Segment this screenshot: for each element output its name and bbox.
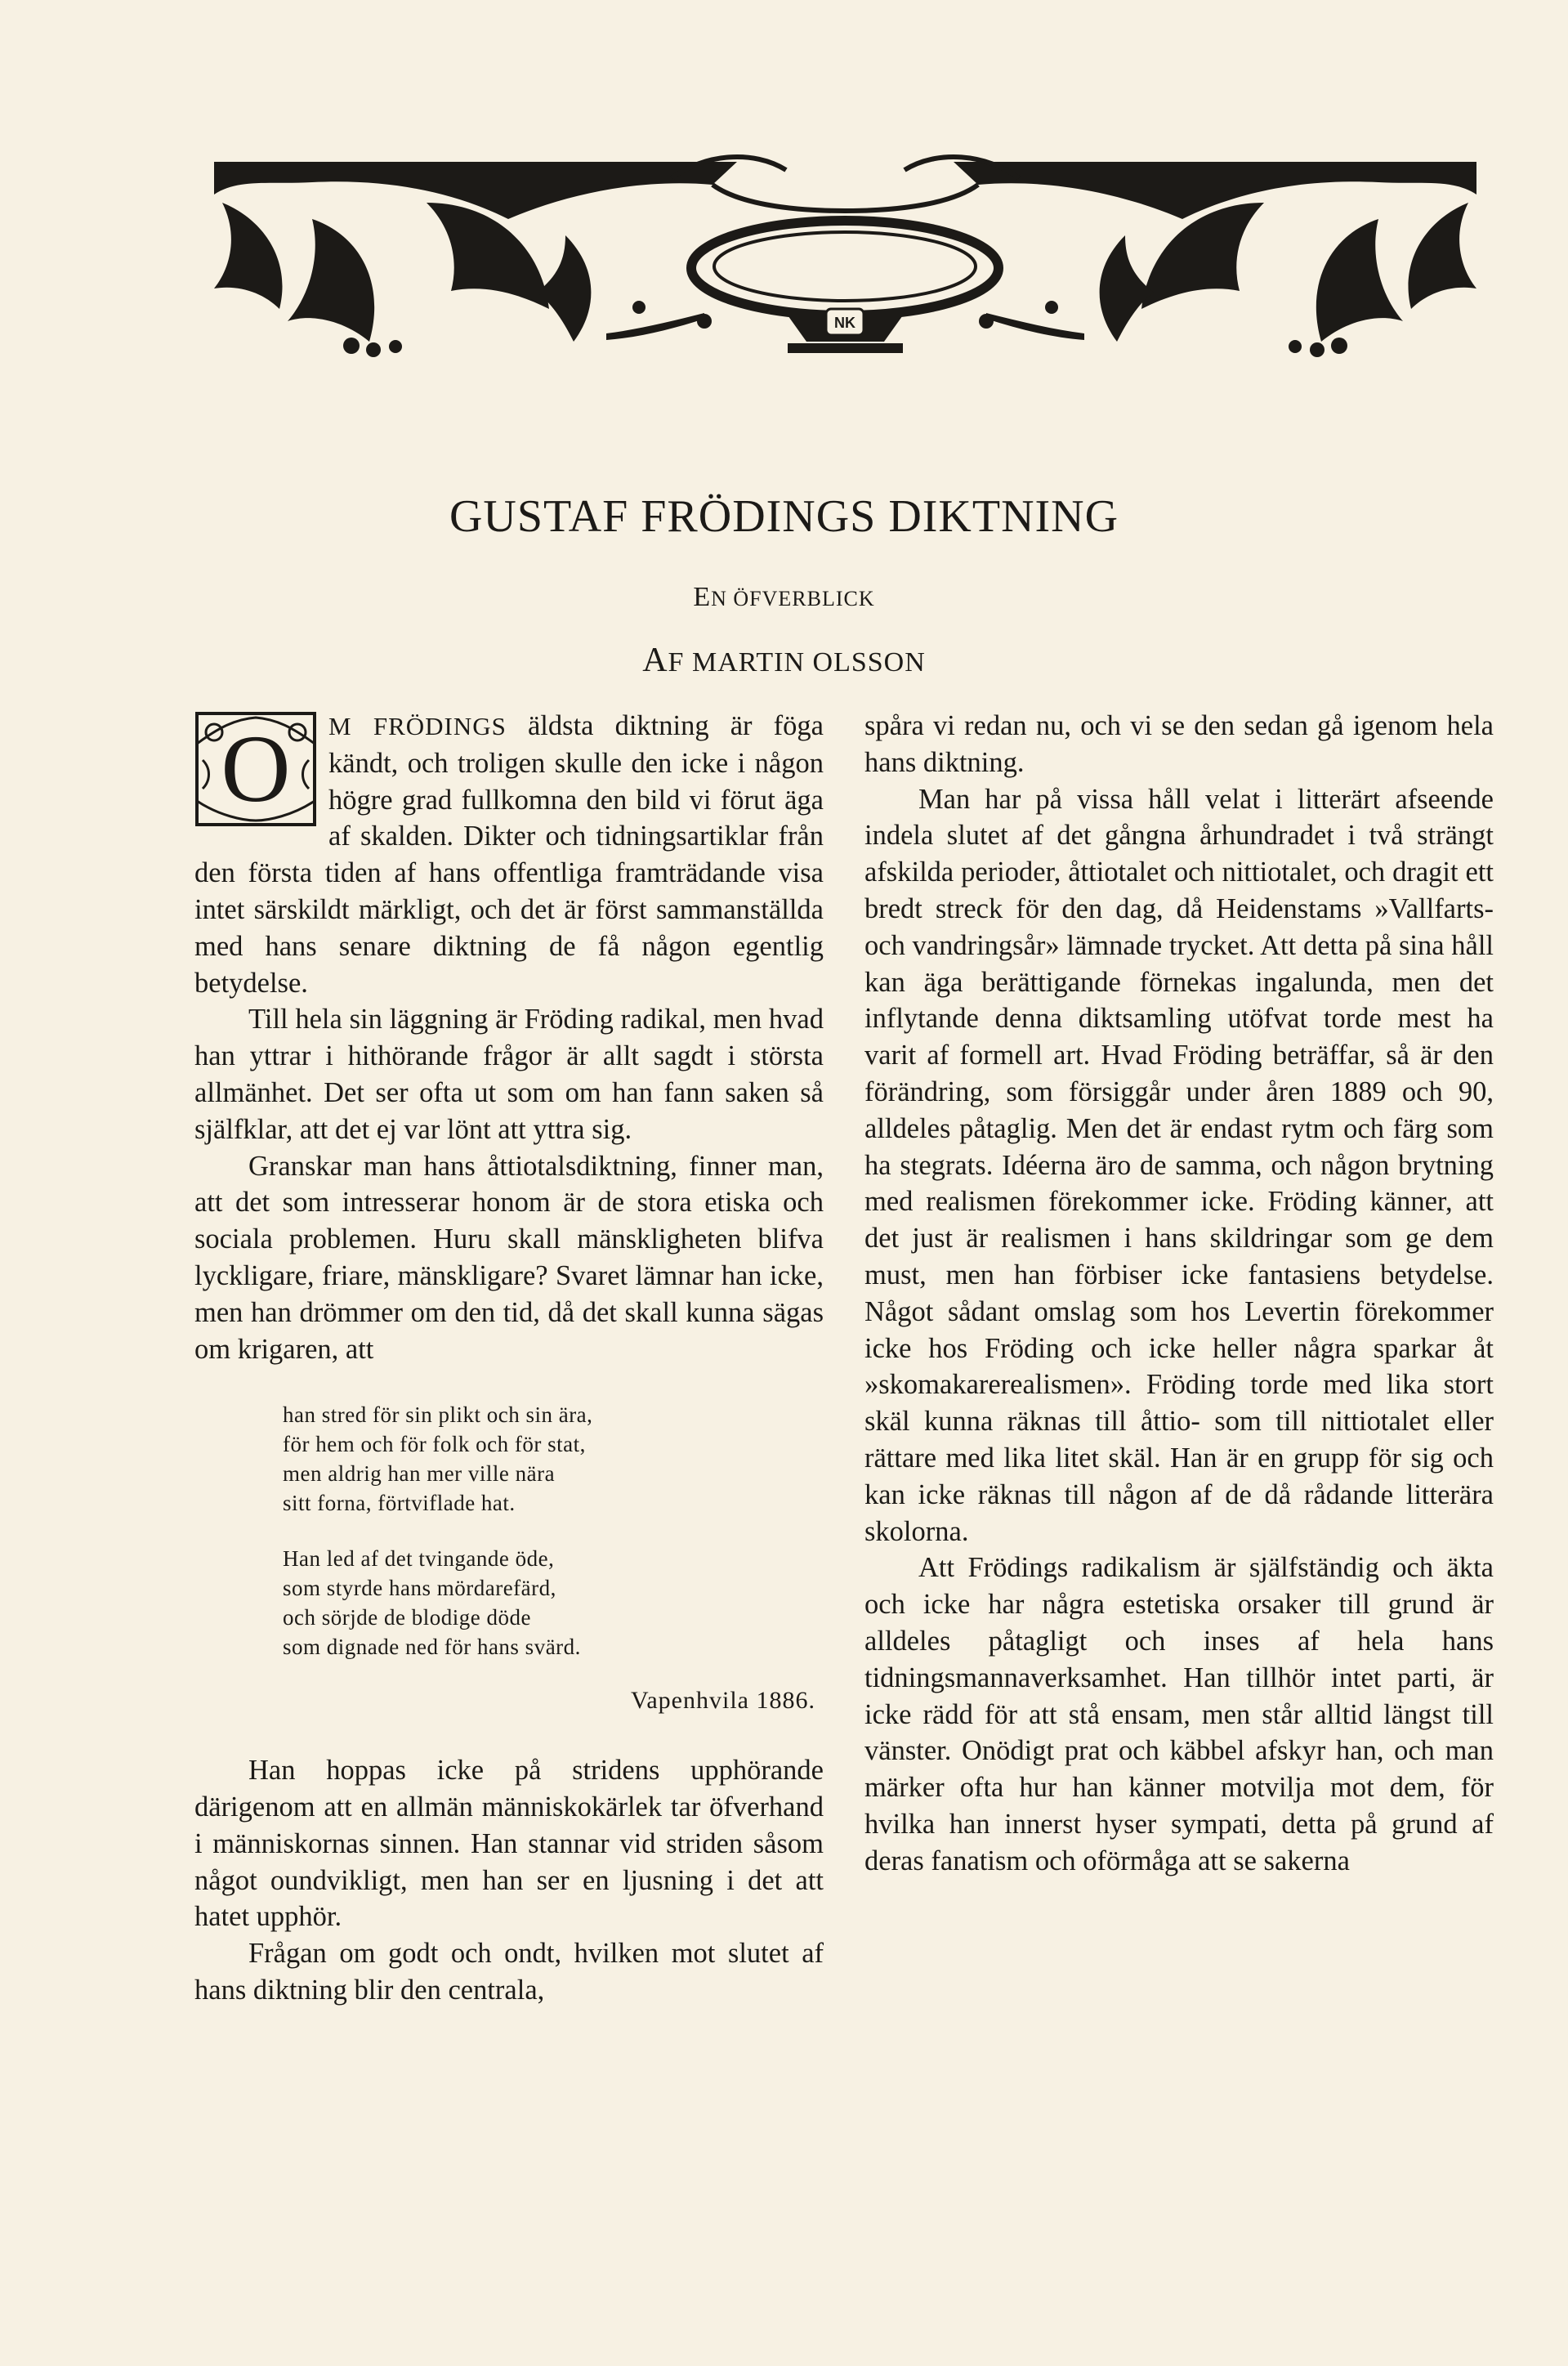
ornament-monogram: NK [834,315,855,331]
right-column [864,708,1494,1880]
left-paragraph-1-text: äldsta diktning är föga kändt, och troligen skulle den icke i någon högre grad fullkomna den bild vi förut äga af skalden. Dikter och tidningsartiklar från den första tiden af hans offentliga framträdande visa intet särskildt märkligt, och det är först sammanställda med hans senare diktning de få någon egentlig betydelse. [194,710,824,999]
dropcap-ornament [194,711,317,827]
subtitle-rest: N ÖFVERBLICK [711,587,875,611]
right-paragraph-1: spåra vi redan nu, och vi se den sedan gå igenom hela hans diktning. [864,710,1494,778]
poem-line: och sörjde de blodige döde [283,1605,531,1630]
left-paragraph-2: Till hela sin läggning är Fröding radikal, men hvad han yttrar i hithörande frågor är allt sagdt i största allmänhet. Det ser ofta ut som om han fann saken så själfklar, att det ej var lönt att yttra sig. [194,1004,824,1145]
art-nouveau-header-ornament [214,145,1476,366]
article-byline [0,641,1568,680]
byline-initial: A [642,642,668,679]
right-paragraph-3: Att Frödings radikalism är själfständig och äkta och icke har några estetiska orsaker till grund är alldeles påtagligt och inses af hela hans tidningsmannaverksamhet. Han tillhör intet parti, är icke rädd för att stå ensam, men står alltid längst till vänster. Onödigt prat och käbbel afskyr han, och man märker ofta hur han känner motvilja mot dem, för hvilka han innerst hyser sympati, detta på grund af deras fanatism och oförmåga att se sakerna [864,1552,1494,1876]
left-paragraph-3: Granskar man hans åttiotalsdiktning, finner man, att det som intresserar honom är de stora etiska och sociala problemen. Huru skall mänskligheten blifva lyckligare, friare, mänskligare? Svaret lämnar han icke, men han drömmer om den tid, då det skall kunna sägas om krigaren, att [194,1150,824,1365]
poem-line: Han led af det tvingande öde, [283,1546,555,1572]
poem-line: men aldrig han mer ville nära [283,1461,556,1487]
dropcap-letter: O [221,715,291,822]
poem-stanza-1 [283,1400,824,1518]
right-paragraph-2: Man har på vissa håll velat i litterärt afseende indela slutet af det gångna århundradet i två strängt afskilda perioder, åttiotalet och nittiotalet, och dragit ett bredt streck för den dag, då Heidenstams »Vallfarts- och vandringsår» lämnade trycket. Att detta på sina håll kan äga berättigande förnekas ingalunda, men det inflytande denna diktsamling utöfvat torde mest ha varit af formell art. Hvad Fröding beträffar, så är den förändring, som försiggår under åren 1889 och 90, alldeles påtaglig. Men det är endast rytm och färg som ha stegrats. Idéerna äro de samma, och någon brytning med realismen förekommer icke. Fröding känner, att det just är realismen i hans skildringar som ge dem must, men han förbiser icke fantasiens betydelse. Något sådant omslag som hos Levertin förekommer icke hos Fröding och icke heller några sparkar åt »skomakarerealismen». Fröding torde med lika stort skäl kunna räknas till åttio- som till nittiotalet eller rättare med lika litet skäl. Han är en grupp för sig och kan icke räknas till någon af de då rådande litterära skolorna. [864,783,1494,1547]
left-paragraph-5: Frågan om godt och ondt, hvilken mot slutet af hans diktning blir den centrala, [194,1938,824,2006]
lead-small-caps: M FRÖDINGS [328,712,507,740]
poem-quote [283,1400,824,1662]
poem-line: sitt forna, förtviflade hat. [283,1491,516,1516]
subtitle-initial: E [693,582,712,612]
poem-stanza-2 [283,1544,824,1662]
poem-line: som dignade ned för hans svärd. [283,1635,581,1660]
article-title: GUSTAF FRÖDINGS DIKTNING [449,491,1119,542]
left-paragraph-4: Han hoppas icke på stridens upphörande därigenom att en allmän människokärlek tar öfverhand i människornas sinnen. Han stannar vid striden såsom något oundvikligt, men han ser en ljusning i det att hatet upphör. [194,1755,824,1933]
poem-line: som styrde hans mördarefärd, [283,1576,556,1601]
left-paragraph-1 [194,708,824,1001]
poem-signature: Vapenhvila 1886. [631,1687,815,1715]
poem-line: han stred för sin plikt och sin ära, [283,1402,593,1428]
left-column [194,708,824,2009]
poem-line: för hem och för folk och för stat, [283,1432,586,1457]
article-subtitle [0,582,1568,613]
byline-rest: F MARTIN OLSSON [668,647,926,678]
